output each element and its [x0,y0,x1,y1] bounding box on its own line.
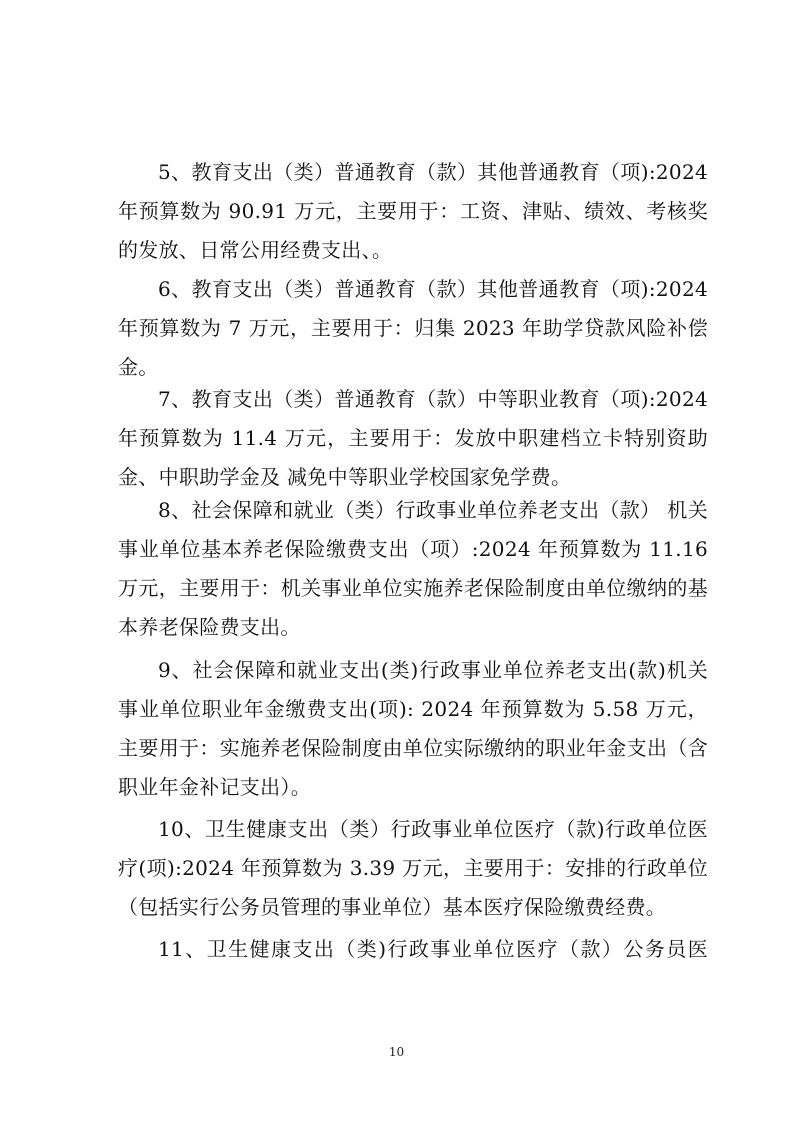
paragraph-item-11: 11、卫生健康支出（类)行政事业单位医疗（款）公务员医 [158,937,708,961]
paragraph-item-9: 9、社会保障和就业支出(类)行政事业单位养老支出(款)机关事业单位职业年金缴费支出(项): 2024 年预算数为 5.58 万元，主要用于：实施养老保险制度由单位实际缴纳的职业年金支出（含职业年金补记支出）。 [118,658,708,799]
paragraph-item-8: 8、社会保障和就业（类）行政事业单位养老支出（款） 机关事业单位基本养老保险缴费支出（项）:2024 年预算数为 11.16 万元，主要用于：机关事业单位实施养老保险制度由单位缴纳的基本养老保险费支出。 [118,498,708,639]
paragraph-item-5: 5、教育支出（类）普通教育（款）其他普通教育（项):2024年预算数为 90.91 万元，主要用于：工资、津贴、绩效、考核奖的发放、日常公用经费支出、。 [118,160,708,262]
paragraph-item-10: 10、卫生健康支出（类）行政事业单位医疗（款)行政单位医疗(项):2024 年预算数为 3.39 万元，主要用于：安排的行政单位（包括实行公务员管理的事业单位）基本医疗保险缴费经费。 [118,817,708,919]
paragraph-item-6: 6、教育支出（类）普通教育（款）其他普通教育（项):2024年预算数为 7 万元，主要用于：归集 2023 年助学贷款风险补偿金。 [118,277,708,379]
paragraph-item-7: 7、教育支出（类）普通教育（款）中等职业教育（项):2024年预算数为 11.4 万元，主要用于：发放中职建档立卡特别资助金、中职助学金及 减免中等职业学校国家免学费。 [118,387,708,489]
page-number: 10 [388,1045,405,1059]
